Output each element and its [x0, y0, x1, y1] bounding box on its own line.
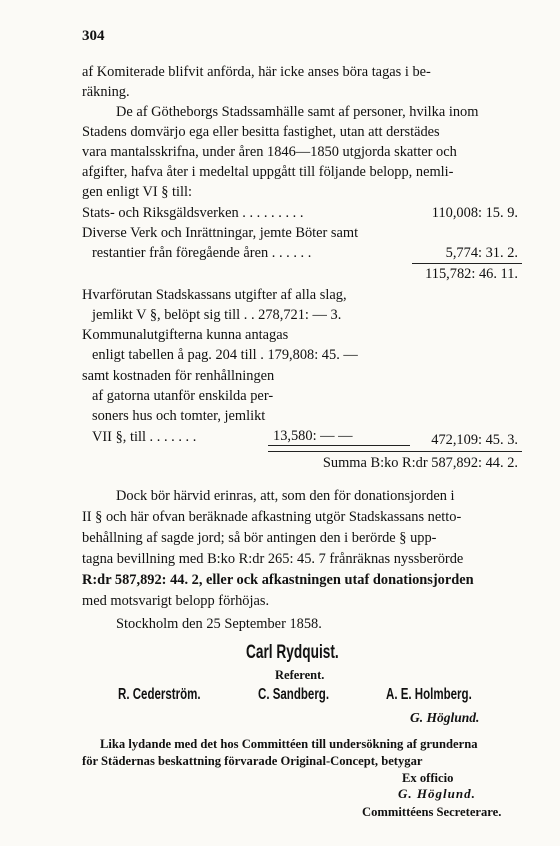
ledger-value: 110,008: 15. 9. — [431, 205, 518, 221]
ledger-label: samt kostnaden för renhållningen — [82, 368, 275, 384]
text-line: afgifter, hafva åter i medeltal uppgått till följande belopp, nemli- — [82, 164, 454, 180]
ledger-label: soners hus och tomter, jemlikt — [92, 408, 266, 424]
ledger-label: Hvarförutan Stadskassans utgifter af alla slag, — [82, 287, 347, 303]
ledger-total: 472,109: 45. 3. — [431, 432, 518, 448]
ledger-label: jemlikt V §, belöpt sig till . . 278,721: — 3. — [92, 307, 342, 323]
note-line: för Städernas beskattning förvarade Original-Concept, betygar — [82, 754, 423, 768]
text-line: Stadens domvärjo ega eller besitta fastighet, utan att derstädes — [82, 124, 440, 140]
ledger-label: Kommunalutgifterna kunna antagas — [82, 327, 289, 343]
signature: R. Cederström. — [118, 686, 201, 703]
text-line: gen enligt VI § till: — [82, 184, 193, 200]
note-line: Lika lydande med det hos Committéen till undersökning af grunderna — [100, 737, 478, 751]
note-signature: G. Höglund. — [398, 786, 476, 801]
page-number: 304 — [82, 28, 105, 44]
text-line: räkning. — [82, 84, 130, 100]
ledger-value: 5,774: 31. 2. — [445, 245, 518, 261]
signature: C. Sandberg. — [258, 686, 330, 703]
ledger-label: restantier från föregående åren . . . . . . — [92, 245, 312, 261]
signature: G. Höglund. — [410, 710, 480, 725]
grand-total: Summa B:ko R:dr 587,892: 44. 2. — [322, 455, 518, 471]
text-line: vara mantalsskrifna, under åren 1846—1850 utgjorda skatter och — [82, 144, 457, 160]
ledger-label: enligt tabellen å pag. 204 till . 179,808: 45. — — [92, 347, 358, 363]
place-date: Stockholm den 25 September 1858. — [116, 616, 322, 632]
text-line: med motsvarigt belopp förhöjas. — [82, 593, 270, 609]
signature-role: Referent. — [275, 668, 325, 682]
ledger-value: 13,580: — — — [273, 428, 353, 444]
text-line: R:dr 587,892: 44. 2, eller ock afkastningen utaf donationsjorden — [82, 572, 474, 588]
sum-rule — [268, 451, 522, 452]
note-line: Committéens Secreterare. — [362, 805, 502, 819]
signature-main: Carl Rydquist. — [246, 642, 339, 663]
text-line: tagna bevillning med B:ko R:dr 265: 45. 7 frånräknas nyssberörde — [82, 551, 464, 567]
ledger-subtotal: 115,782: 46. 11. — [425, 266, 518, 282]
ledger-label: Stats- och Riksgäldsverken . . . . . . . . . — [82, 205, 304, 221]
ledger-label: af gatorna utanför enskilda per- — [92, 388, 274, 404]
text-line: af Komiterade blifvit anförda, här icke anses böra tagas i be- — [82, 64, 431, 80]
ledger-label: VII §, till . . . . . . . — [92, 429, 197, 445]
note-line: Ex officio — [402, 771, 454, 785]
ledger-label: Diverse Verk och Inrättningar, jemte Böter samt — [82, 225, 359, 241]
text-line: Dock bör härvid erinras, att, som den för donationsjorden i — [116, 488, 455, 504]
text-line: II § och här ofvan beräknade afkastning utgör Stadskassans netto- — [82, 509, 462, 525]
sum-rule — [268, 445, 410, 446]
signature: A. E. Holmberg. — [386, 686, 472, 703]
text-line: behållning af sagde jord; så bör antingen den i berörde § upp- — [82, 530, 437, 546]
text-line: De af Götheborgs Stadssamhälle samt af personer, hvilka inom — [116, 104, 479, 120]
